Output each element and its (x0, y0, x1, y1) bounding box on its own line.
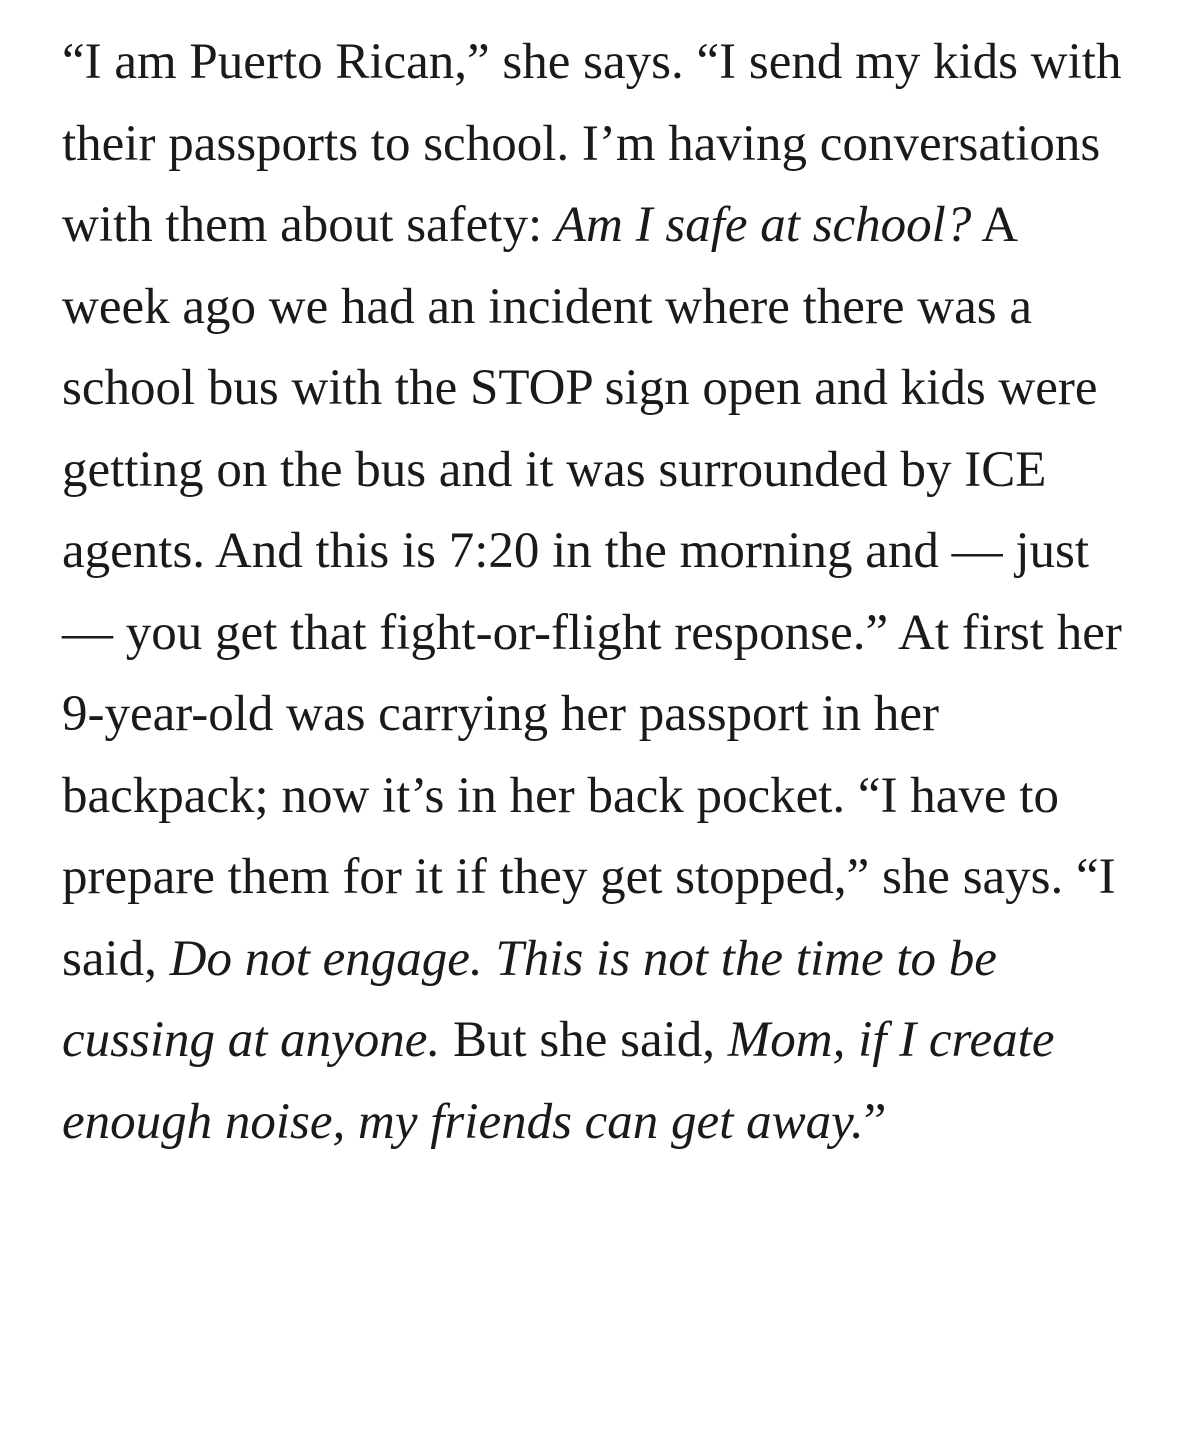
italic-phrase-mom-noise: Mom, if I create enough noise, my friends can get away. (62, 1012, 1055, 1150)
quote-paragraph (62, 22, 1122, 1163)
closing-quote-mark: ” (863, 1093, 887, 1150)
paragraph-text-segment: A week ago we had an incident where there was a school bus with the STOP sign open and kids were getting on the bus and it was surrounded by ICE agents. And this is 7:20 in the morning and — just — you get that fight-or-flight response.” At first her 9-year-old was carrying her passport in her backpack; now it’s in her back pocket. “I have to prepare them for it if they get stopped,” she says. “I said, (62, 197, 1122, 987)
article-body (62, 22, 1122, 1163)
paragraph-text-segment: “I am Puerto Rican,” she says. “I send my kids with their passports to school. I’m having conversations with them about safety: (62, 34, 1122, 253)
italic-phrase-safe-at-school: Am I safe at school? (554, 197, 972, 253)
paragraph-text-segment: But she said, (440, 1012, 728, 1068)
italic-phrase-do-not-engage: Do not engage. This is not the time to be cussing at anyone. (62, 930, 997, 1068)
